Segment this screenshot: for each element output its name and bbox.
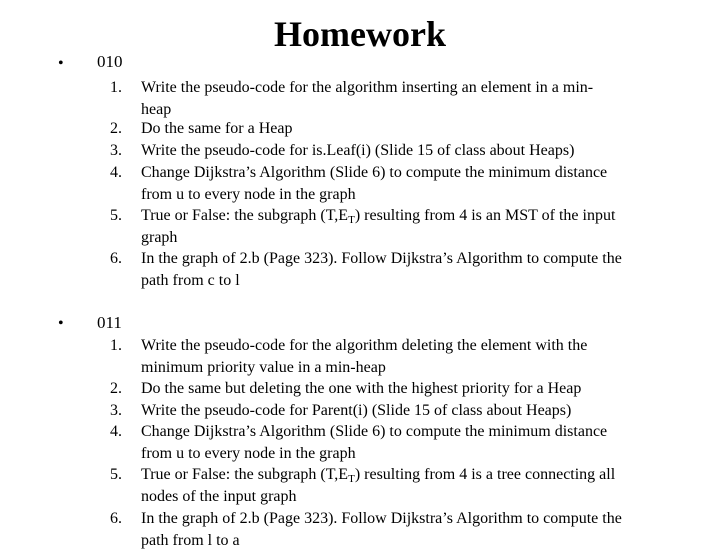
item-number: 6. — [110, 250, 122, 267]
homework-item: Write the pseudo-code for is.Leaf(i) (Slide 15 of class about Heaps) — [141, 142, 575, 159]
item-number: 1. — [110, 337, 122, 354]
item-number: 3. — [110, 402, 122, 419]
homework-item: True or False: the subgraph $(T,E_T)$ resulting from 4 is an MST of the input graph — [141, 207, 616, 246]
homework-item: Write the pseudo-code for Parent(i) (Slide 15 of class about Heaps) — [141, 402, 572, 419]
item-number: 4. — [110, 423, 122, 440]
slide-title: Homework — [274, 14, 446, 54]
item-number: 1. — [110, 79, 122, 96]
item-number: 3. — [110, 142, 122, 159]
homework-item: Do the same but deleting the one with the highest priority for a Heap — [141, 380, 582, 397]
homework-item: Write the pseudo-code for the algorithm deleting the element with the minimum priority value in a min-heap — [141, 337, 588, 376]
homework-item: Change Dijkstra’s Algorithm (Slide 6) to compute the minimum distance from u to every node in the graph — [141, 164, 608, 203]
homework-item: Change Dijkstra’s Algorithm (Slide 6) to compute the minimum distance from u to every node in the graph — [141, 423, 608, 462]
item-number: 6. — [110, 510, 122, 527]
group-label-011: 011 — [97, 313, 122, 332]
item-number: 4. — [110, 164, 122, 181]
item-number: 5. — [110, 466, 122, 483]
bullet-011: • — [58, 315, 64, 332]
group-label-010: 010 — [97, 52, 123, 71]
item-number: 5. — [110, 207, 122, 224]
bullet-010: • — [58, 55, 64, 72]
homework-item: In the graph of 2.b (Page 323). Follow Dijkstra’s Algorithm to compute the path from l to a — [141, 510, 622, 549]
homework-item: True or False: the subgraph $(T,E_T)$ resulting from 4 is a tree connecting all nodes of the input graph — [141, 466, 616, 505]
item-number: 2. — [110, 120, 122, 137]
homework-item: In the graph of 2.b (Page 323). Follow Dijkstra’s Algorithm to compute the path from c to l — [141, 250, 622, 289]
homework-item: Do the same for a Heap — [141, 120, 293, 137]
item-number: 2. — [110, 380, 122, 397]
homework-item: Write the pseudo-code for the algorithm inserting an element in a min- heap — [141, 79, 594, 118]
